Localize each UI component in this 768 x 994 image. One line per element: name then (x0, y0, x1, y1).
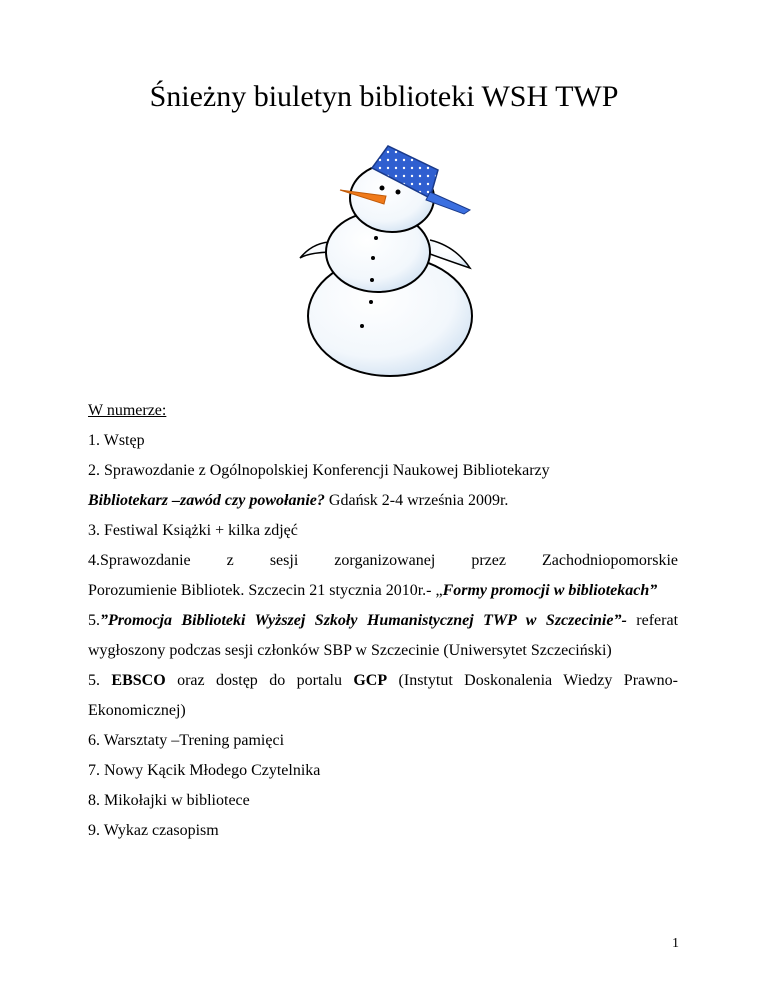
toc-item-5b-number: 5. (88, 672, 112, 689)
toc-item-4-title: Formy promocji w bibliotekach” (442, 582, 658, 599)
toc-heading: W numerze: (88, 402, 167, 419)
toc-item-5b-gcp: GCP (353, 672, 388, 689)
toc-item-1: 1. Wstęp (88, 432, 145, 449)
toc-item-5a-number: 5. (88, 612, 100, 629)
toc-item-5b (88, 666, 678, 726)
table-of-contents (88, 396, 678, 846)
toc-item-4-line-1: 4.Sprawozdanie z sesji zorganizowanej przez Zachodniopomorskie (88, 552, 678, 569)
toc-item-5b-details: (Instytut Doskonalenia Wiedzy Prawno-Ekonomicznej) (88, 672, 679, 719)
page-number: 1 (672, 936, 679, 951)
toc-item-5b-mid: oraz dostęp do portalu (165, 672, 354, 689)
toc-item-2-title: Bibliotekarz –zawód czy powołanie? (88, 492, 325, 509)
toc-item-8: 8. Mikołajki w bibliotece (88, 792, 250, 809)
toc-item-7: 7. Nowy Kącik Młodego Czytelnika (88, 762, 321, 779)
toc-item-5a (88, 606, 678, 666)
snowman-illustration (280, 140, 500, 380)
toc-item-4-line-2 (88, 576, 678, 606)
toc-item-5b-ebsco: EBSCO (111, 672, 166, 689)
toc-item-9: 9. Wykaz czasopism (88, 822, 219, 839)
toc-item-4-details: Porozumienie Bibliotek. Szczecin 21 stycznia 2010r.- „ (88, 582, 443, 599)
toc-item-2-details: Gdańsk 2-4 września 2009r. (324, 492, 509, 509)
toc-item-5a-details: referat wygłoszony podczas sesji członków SBP w Szczecinie (Uniwersytet Szczeciński) (88, 612, 679, 659)
toc-item-6: 6. Warsztaty –Trening pamięci (88, 732, 285, 749)
toc-item-3: 3. Festiwal Książki + kilka zdjęć (88, 522, 298, 539)
toc-item-5a-title: ”Promocja Biblioteki Wyższej Szkoły Humanistycznej TWP w Szczecinie”- (100, 612, 627, 629)
toc-item-2-subtitle (88, 486, 678, 516)
toc-item-2: 2. Sprawozdanie z Ogólnopolskiej Konferencji Naukowej Bibliotekarzy (88, 462, 550, 479)
page-title: Śnieżny biuletyn biblioteki WSH TWP (149, 80, 619, 113)
